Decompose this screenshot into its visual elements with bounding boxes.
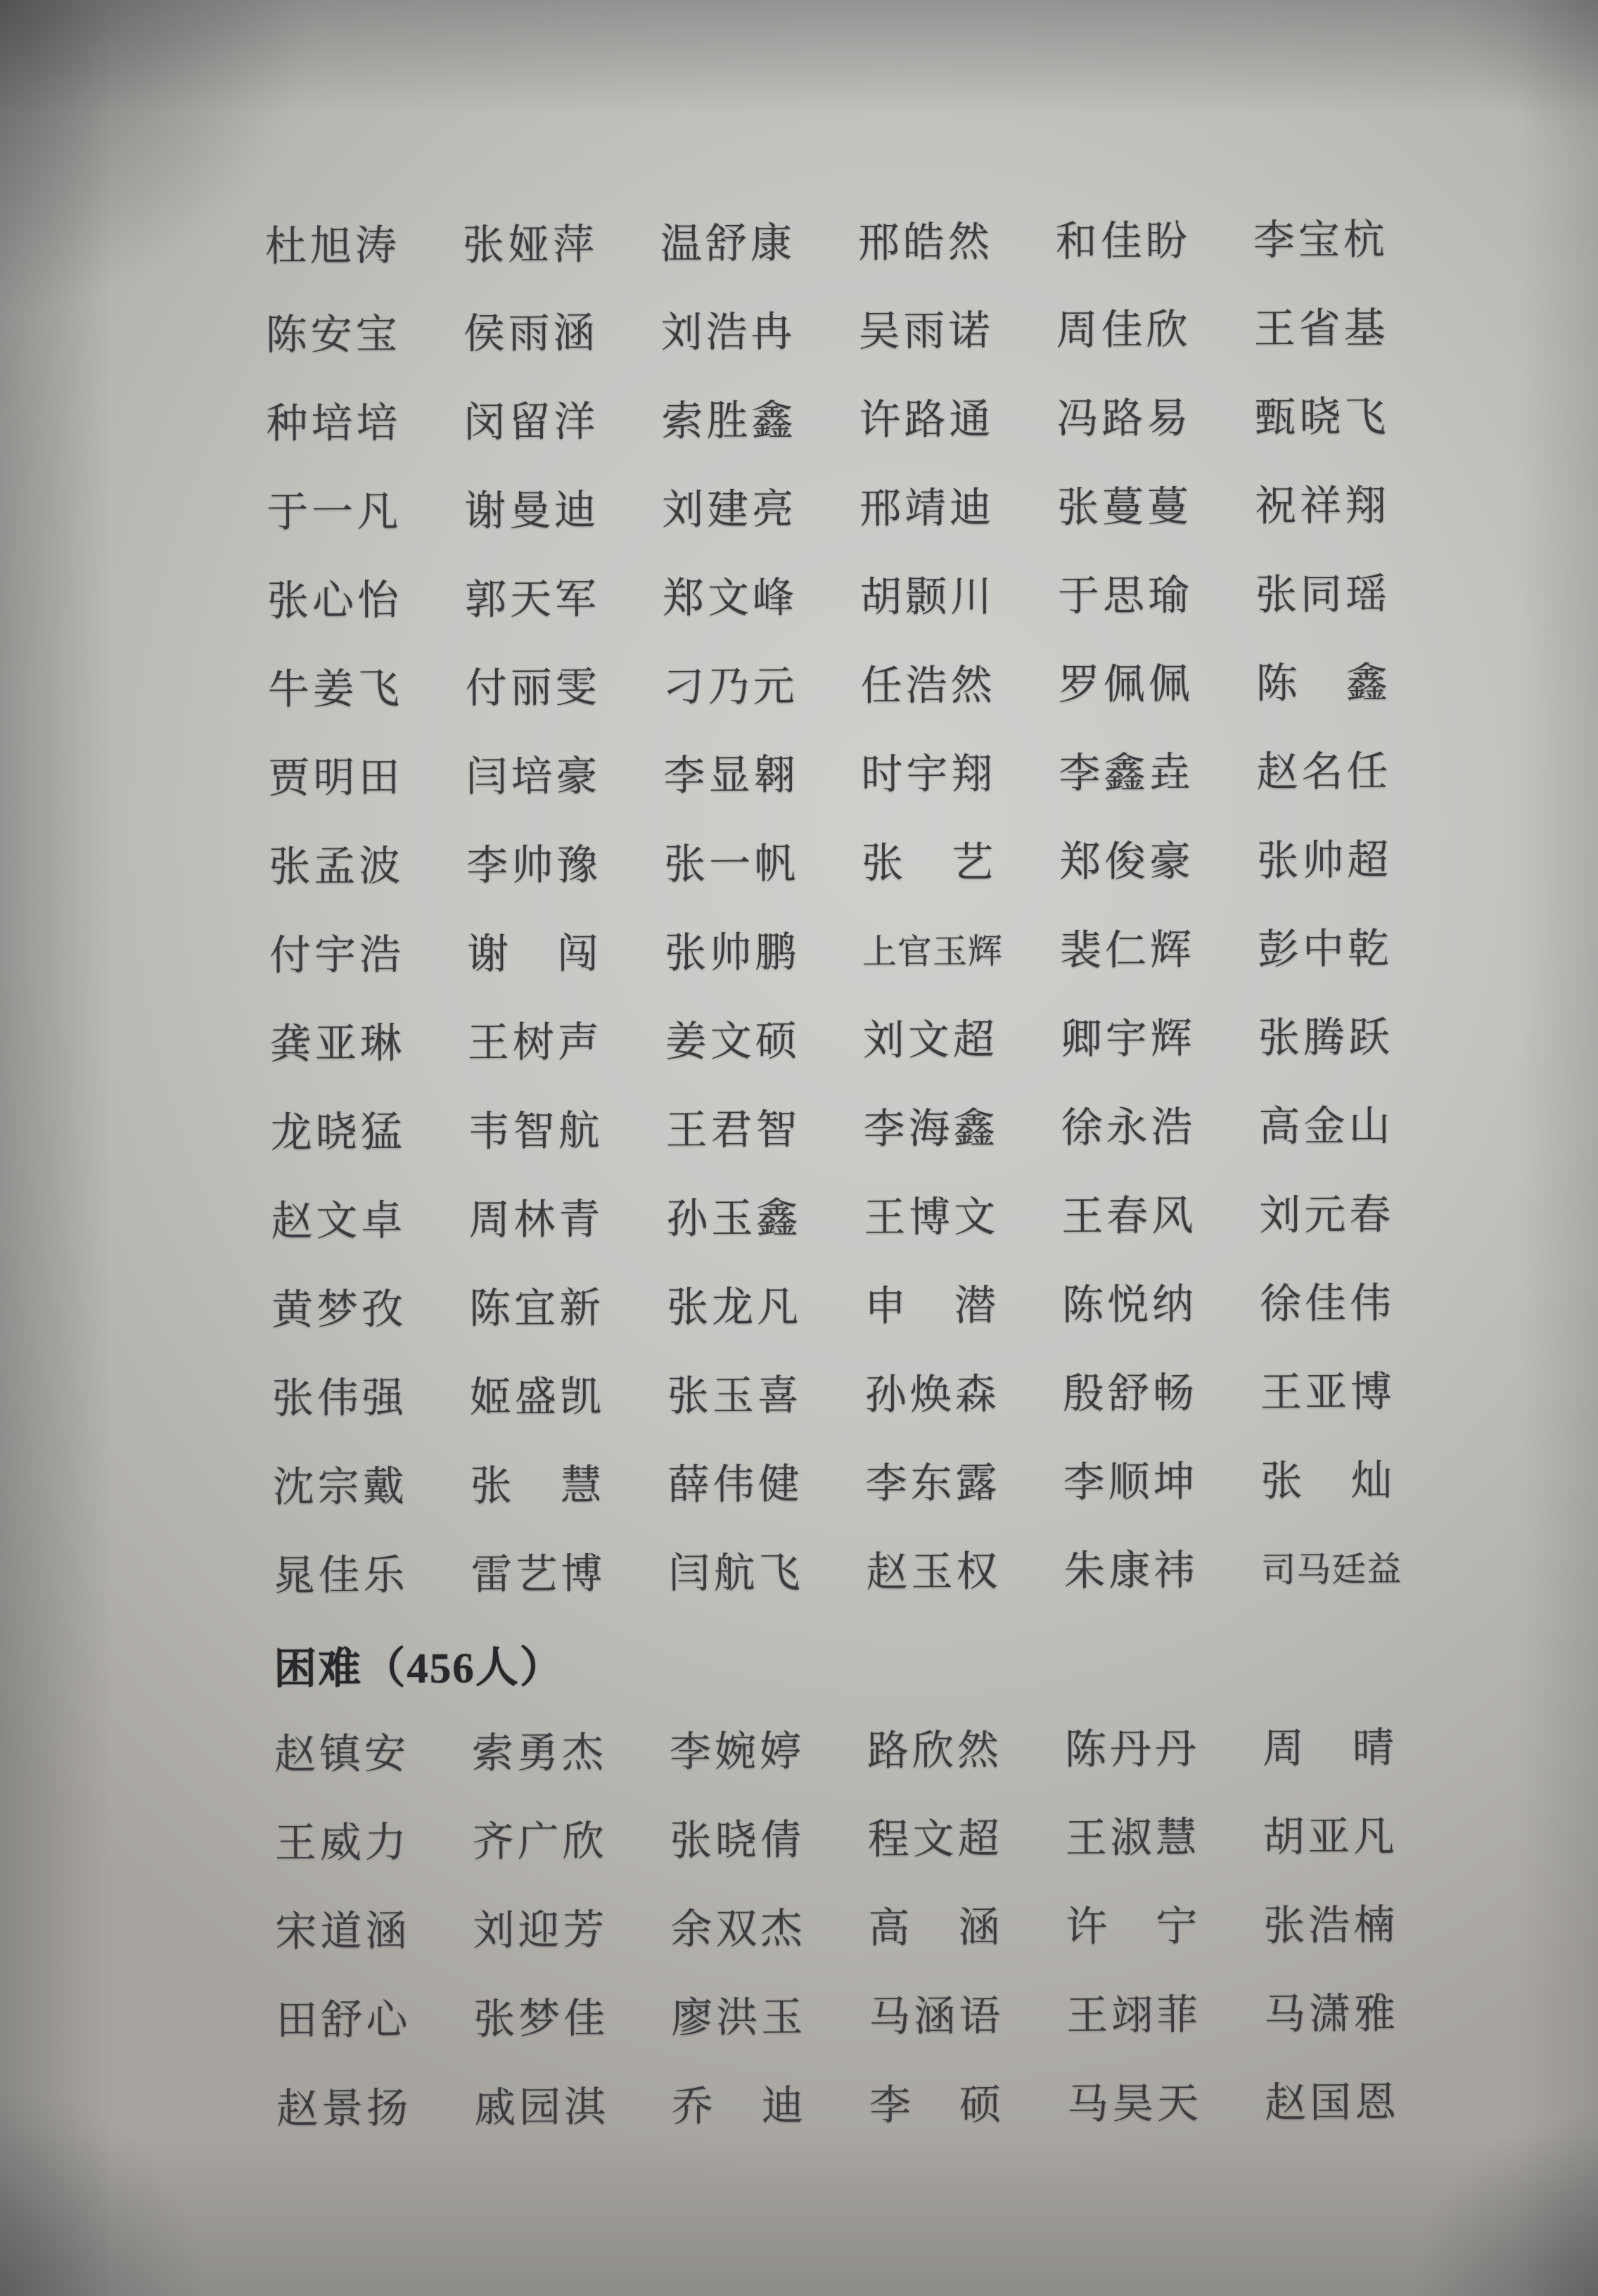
person-name: 王淑慧 (1065, 1813, 1201, 1861)
name-row (274, 1792, 1471, 1887)
person-name: 许路通 (859, 395, 995, 443)
person-name: 贾明田 (268, 753, 404, 801)
person-name: 张浩楠 (1263, 1901, 1399, 1949)
person-name: 于一凡 (267, 487, 402, 535)
person-name: 张帅超 (1257, 836, 1393, 884)
person-name: 胡颢川 (859, 573, 996, 620)
name-row (265, 283, 1462, 379)
person-name: 张梦佳 (473, 1994, 609, 2042)
name-row (268, 727, 1464, 822)
person-name: 张龙凡 (666, 1283, 803, 1331)
name-row (272, 1347, 1469, 1443)
name-row (269, 993, 1466, 1088)
person-name: 牛姜飞 (267, 665, 403, 713)
name-row (267, 461, 1463, 556)
name-row (267, 549, 1464, 645)
person-name: 赵文卓 (271, 1197, 407, 1244)
person-name: 刁乃元 (663, 663, 798, 710)
name-row (270, 1081, 1466, 1177)
person-name: 侯雨涵 (463, 309, 599, 357)
person-name: 卿宇辉 (1060, 1014, 1196, 1062)
person-name: 张一帆 (664, 840, 800, 888)
person-name: 张 灿 (1260, 1456, 1396, 1505)
person-name: 张蔓蔓 (1057, 483, 1193, 530)
name-grid-bottom (274, 1703, 1473, 2153)
person-name: 邢皓然 (857, 218, 994, 266)
name-row (275, 1880, 1471, 1976)
person-name: 徐佳伟 (1259, 1279, 1395, 1327)
person-name: 程文超 (867, 1815, 1003, 1863)
person-name: 陈安宝 (265, 310, 401, 358)
person-name: 高金山 (1258, 1102, 1394, 1150)
person-name: 李东露 (865, 1459, 1001, 1507)
person-name: 许 宁 (1066, 1902, 1201, 1950)
person-name: 闫培豪 (466, 752, 601, 800)
person-name: 张 慧 (470, 1461, 606, 1509)
person-name: 张晓倩 (670, 1816, 805, 1864)
person-name: 李 硕 (869, 2081, 1005, 2129)
person-name: 罗佩佩 (1058, 660, 1194, 708)
person-name: 时宇翔 (861, 750, 997, 798)
name-row (267, 638, 1464, 734)
person-name: 张同瑶 (1255, 570, 1391, 618)
person-name: 周林青 (468, 1195, 604, 1243)
person-name: 甄晓飞 (1254, 393, 1390, 441)
name-row (269, 815, 1465, 911)
person-name: 晁佳乐 (273, 1551, 409, 1599)
person-name: 王威力 (274, 1818, 411, 1866)
person-name: 雷艺博 (471, 1550, 606, 1597)
person-name: 刘文超 (862, 1016, 999, 1064)
person-name: 田舒心 (276, 1996, 411, 2043)
person-name: 刘迎芳 (473, 1906, 608, 1953)
person-name: 王春风 (1061, 1192, 1197, 1239)
person-name: 姬盛凯 (469, 1372, 606, 1420)
person-name: 郑文峰 (662, 574, 798, 622)
person-name: 付宇浩 (269, 931, 405, 978)
person-name: 赵国恩 (1264, 2078, 1400, 2126)
name-row (276, 2058, 1473, 2153)
person-name: 齐广欣 (472, 1817, 608, 1865)
person-name: 李鑫垚 (1059, 748, 1194, 796)
person-name: 王博文 (864, 1193, 999, 1241)
person-name: 彭中乾 (1257, 924, 1393, 973)
person-name: 张玉喜 (667, 1372, 803, 1420)
person-name: 张心怡 (267, 576, 403, 624)
person-name: 宋道涵 (275, 1907, 411, 1955)
person-name: 刘浩冉 (660, 308, 796, 356)
person-name: 裴仁辉 (1059, 926, 1196, 974)
person-name: 郭天军 (464, 575, 601, 623)
person-name: 刘建亮 (662, 485, 798, 533)
person-name: 赵景扬 (276, 2084, 412, 2132)
person-name: 黄梦孜 (271, 1285, 407, 1333)
person-name: 邢靖迪 (859, 484, 995, 532)
person-name: 张伟强 (271, 1374, 408, 1422)
person-name: 陈 鑫 (1255, 658, 1391, 707)
person-name: 沈宗戴 (272, 1462, 408, 1510)
person-name: 李帅豫 (466, 841, 602, 888)
heading-row (274, 1613, 1470, 1710)
person-name: 乔 迪 (671, 2082, 807, 2130)
person-name: 陈悦纳 (1061, 1280, 1198, 1328)
person-name: 索胜鑫 (661, 397, 797, 445)
person-name: 戚园淇 (473, 2083, 610, 2131)
person-name: 王树声 (467, 1018, 603, 1066)
name-row (269, 904, 1466, 1000)
name-row (265, 195, 1462, 291)
person-name: 索勇杰 (471, 1728, 608, 1776)
person-name: 龚亚琳 (269, 1019, 406, 1067)
section-heading: 困难（456人） (274, 1644, 564, 1693)
name-row (266, 372, 1462, 468)
name-grid-top (265, 195, 1469, 1620)
person-name: 张腾跃 (1258, 1013, 1394, 1061)
person-name: 周 晴 (1262, 1723, 1398, 1772)
person-name: 上官玉辉 (862, 931, 1004, 971)
name-row (276, 1969, 1472, 2065)
person-name: 周佳欣 (1056, 305, 1191, 353)
person-name: 孙玉鑫 (666, 1194, 802, 1242)
person-name: 冯路易 (1056, 394, 1192, 442)
name-row (271, 1170, 1467, 1265)
person-name: 陈丹丹 (1064, 1725, 1201, 1773)
person-name: 李顺坤 (1063, 1458, 1198, 1505)
person-name: 付丽雯 (465, 663, 601, 711)
person-name: 任浩然 (860, 661, 996, 709)
person-name: 姜文硕 (665, 1017, 801, 1065)
person-name: 王君智 (665, 1106, 801, 1154)
person-name: 张帅鹏 (664, 929, 800, 976)
person-name: 高 涵 (868, 1903, 1004, 1951)
person-name: 李显翱 (663, 751, 799, 799)
person-name: 胡亚凡 (1263, 1812, 1398, 1861)
person-name: 余双杰 (670, 1905, 806, 1953)
person-name: 陈宜新 (468, 1284, 605, 1332)
person-name: 闵留洋 (464, 397, 599, 445)
person-name: 张娅萍 (462, 220, 599, 268)
person-name: 种培培 (266, 399, 402, 447)
person-name: 闫航飞 (668, 1549, 804, 1597)
name-row (272, 1436, 1469, 1531)
person-name: 马潇雅 (1264, 1989, 1400, 2038)
person-name: 和佳盼 (1055, 217, 1191, 264)
person-name: 王亚博 (1260, 1367, 1396, 1416)
name-row (273, 1524, 1469, 1620)
person-name: 薛伟健 (667, 1460, 803, 1508)
person-name: 李宝杭 (1253, 215, 1389, 264)
person-name: 韦智航 (468, 1106, 603, 1154)
person-name: 路欣然 (867, 1726, 1003, 1774)
person-name: 马涵语 (869, 1992, 1004, 2040)
name-row (274, 1703, 1471, 1799)
person-name: 司马廷益 (1261, 1549, 1402, 1590)
person-name: 龙晓猛 (270, 1108, 406, 1156)
person-name: 郑俊豪 (1059, 837, 1195, 885)
person-name: 申 潜 (864, 1282, 1000, 1329)
person-name: 张 艺 (862, 838, 997, 886)
person-name: 朱康祎 (1063, 1546, 1199, 1594)
person-name: 杜旭涛 (264, 222, 401, 269)
person-name: 孙焕森 (864, 1370, 1001, 1418)
person-name: 廖洪玉 (671, 1994, 807, 2041)
name-grid (265, 195, 1473, 2153)
person-name: 殷舒畅 (1062, 1369, 1198, 1417)
person-name: 谢曼迪 (464, 486, 600, 534)
person-name: 于思瑜 (1057, 571, 1194, 619)
person-name: 谢 闯 (466, 929, 603, 977)
person-name: 刘元春 (1259, 1190, 1395, 1239)
person-name: 王翊菲 (1066, 1991, 1202, 2039)
person-name: 李婉婷 (669, 1728, 805, 1775)
person-name: 王省基 (1253, 304, 1389, 352)
person-name: 李海鑫 (863, 1104, 999, 1152)
person-name: 温舒康 (660, 219, 796, 267)
person-name: 徐永浩 (1061, 1103, 1196, 1151)
person-name: 赵名任 (1256, 747, 1392, 796)
person-name: 赵玉权 (866, 1548, 1002, 1595)
name-row (271, 1258, 1468, 1354)
person-name: 张孟波 (269, 842, 404, 890)
person-name: 吴雨诺 (858, 307, 994, 355)
person-name: 赵镇安 (274, 1730, 410, 1778)
person-name: 马昊天 (1066, 2079, 1203, 2127)
person-name: 祝祥翔 (1255, 481, 1391, 530)
